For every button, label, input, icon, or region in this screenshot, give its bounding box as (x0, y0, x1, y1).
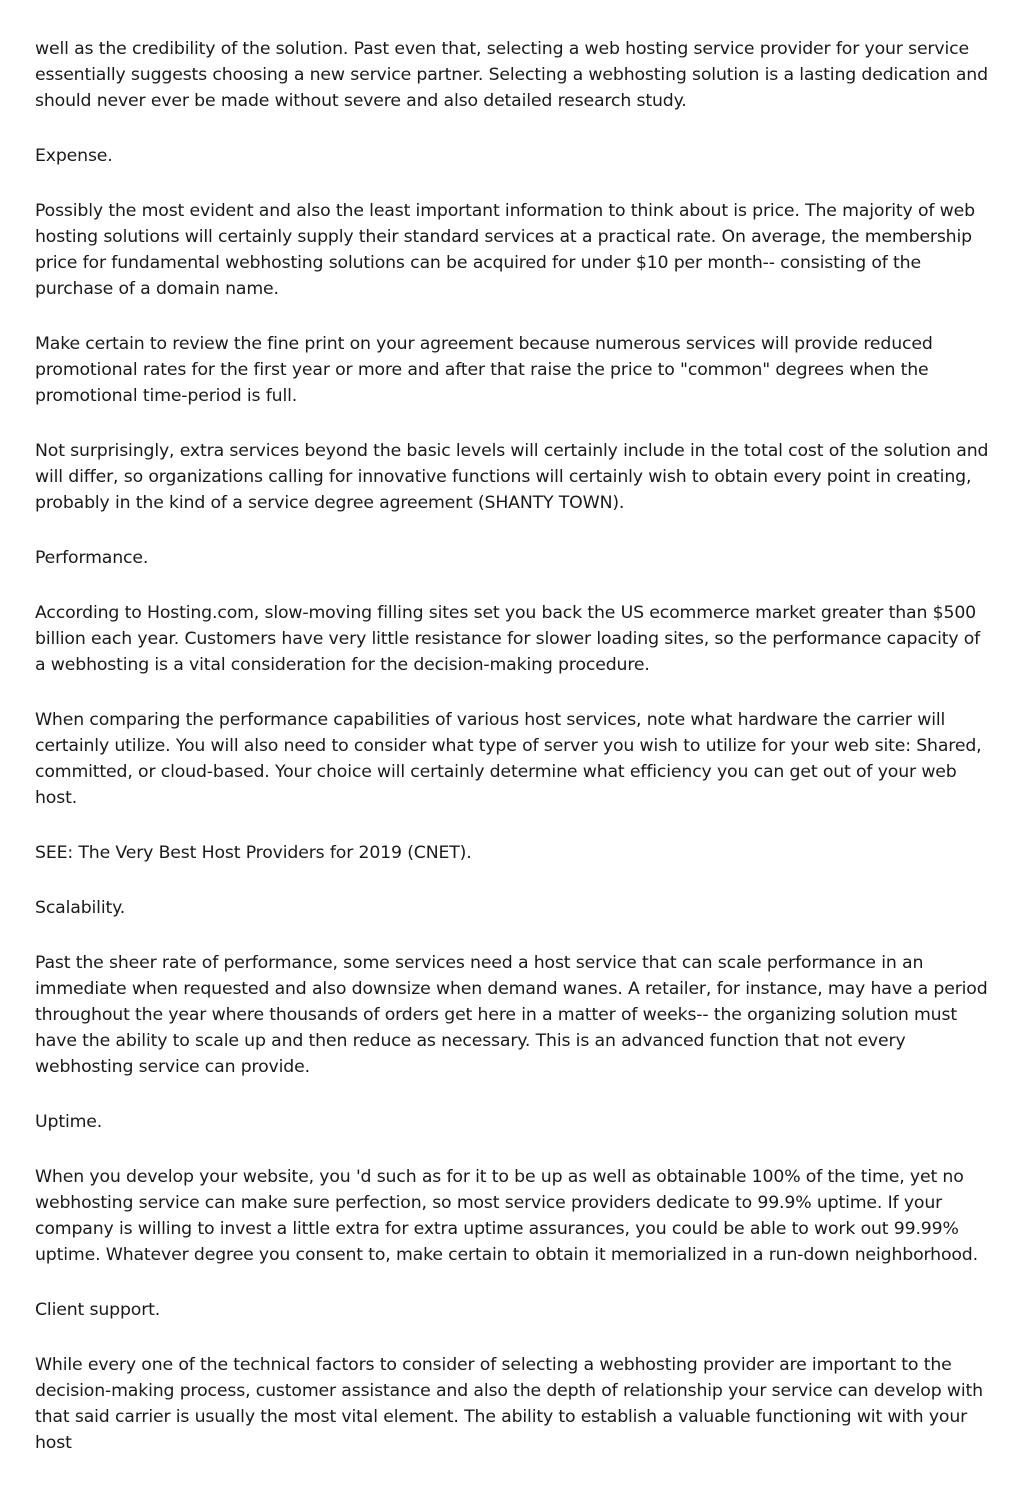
paragraph-uptime: When you develop your website, you 'd such as for it to be up as well as obtainable 100% of the time, yet no webhosting service can make sure perfection, so most service providers dedicate to 99.9% uptime. If your company is willing to invest a little extra for extra uptime assurances, you could be able to work out 99.99% uptime. Whatever degree you consent to, make certain to obtain it memorialized in a run-down neighborhood. (35, 1167, 978, 1265)
paragraph-extra-services: Not surprisingly, extra services beyond the basic levels will certainly include in the total cost of the solution and will differ, so organizations calling for innovative functions will certainly wish to obtain every point in creating, probably in the kind of a service degree agreement (SHANTY TOWN). (35, 441, 989, 513)
paragraph-credibility: well as the credibility of the solution. Past even that, selecting a web hosting service provider for your service essentially suggests choosing a new service partner. Selecting a webhosting solution is a lasting dedication and should never ever be made without severe and also detailed research study. (35, 39, 988, 111)
section-heading-scalability: Scalability. (35, 898, 126, 918)
paragraph-scale: Past the sheer rate of performance, some services need a host service that can scale performance in an immediate when requested and also downsize when demand wanes. A retailer, for instance, may have a period throughout the year where thousands of orders get here in a matter of weeks-- the organizing solution must have the ability to scale up and then reduce as necessary. This is an advanced function that not every webhosting service can provide. (35, 953, 988, 1077)
paragraph-loading-sites: According to Hosting.com, slow-moving filling sites set you back the US ecommerce market greater than $500 billion each year. Customers have very little resistance for slower loading sites, so the performance capacity of a webhosting is a vital consideration for the decision-making procedure. (35, 603, 981, 675)
paragraph-see-reference: SEE: The Very Best Host Providers for 2019 (CNET). (35, 843, 472, 863)
section-heading-expense: Expense. (35, 146, 113, 166)
document-body (35, 36, 991, 1485)
paragraph-hardware: When comparing the performance capabilities of various host services, note what hardware the carrier will certainly utilize. You will also need to consider what type of server you wish to utilize for your web site: Shared, committed, or cloud-based. Your choice will certainly determine what efficiency you can get out of your web host. (35, 710, 982, 808)
section-heading-uptime: Uptime. (35, 1112, 103, 1132)
section-heading-performance: Performance. (35, 548, 149, 568)
paragraph-fine-print: Make certain to review the fine print on your agreement because numerous services will provide reduced promotional rates for the first year or more and after that raise the price to "common" degrees when the promotional time-period is full. (35, 334, 933, 406)
paragraph-client-support: While every one of the technical factors to consider of selecting a webhosting provider are important to the decision-making process, customer assistance and also the depth of relationship your service can develop with that said carrier is usually the most vital element. The ability to establish a valuable functioning wit with your host (35, 1355, 983, 1453)
section-heading-client-support: Client support. (35, 1300, 161, 1320)
paragraph-price: Possibly the most evident and also the least important information to think about is price. The majority of web hosting solutions will certainly supply their standard services at a practical rate. On average, the membership price for fundamental webhosting solutions can be acquired for under $10 per month-- consisting of the purchase of a domain name. (35, 201, 975, 299)
